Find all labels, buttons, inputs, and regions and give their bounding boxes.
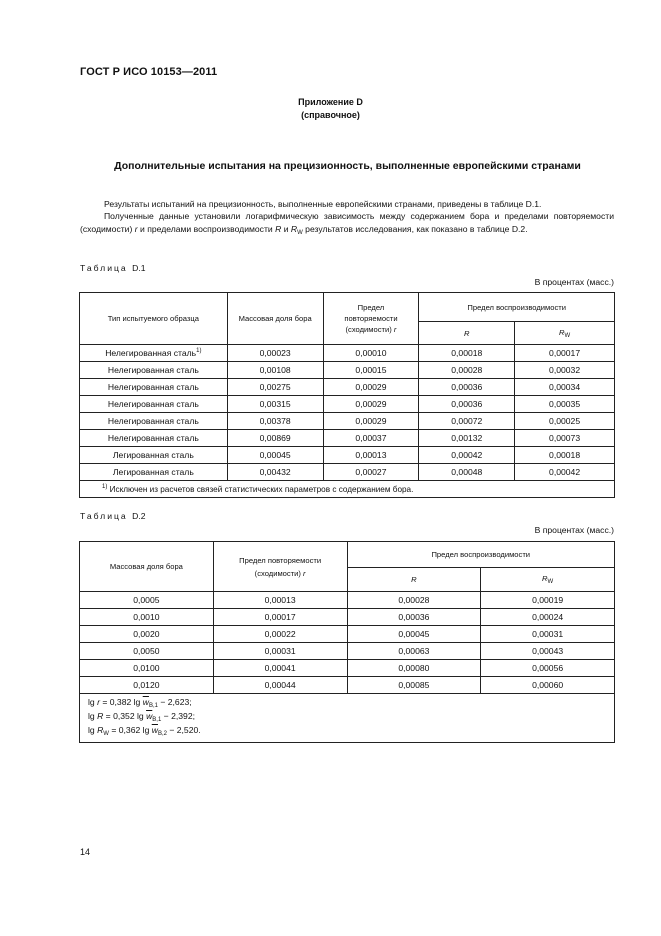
- t1-Rw-symbol: R: [559, 327, 565, 337]
- t1-cell-R: 0,00072: [419, 413, 515, 430]
- table-row: [80, 609, 615, 626]
- t1-cell-type: [80, 345, 228, 362]
- t2-cell-Rw: 0,00043: [481, 643, 615, 660]
- t2-cell-r: 0,00031: [213, 643, 347, 660]
- formula-symbol: R: [97, 725, 104, 735]
- table-row: [80, 362, 615, 379]
- formula-w: $\overline{w}$: [151, 725, 158, 735]
- t1-cell-R: 0,00018: [419, 345, 515, 362]
- t1-cell-r: 0,00029: [323, 396, 419, 413]
- t1-footnote: [80, 481, 615, 498]
- t2-header-mass-fraction: Массовая доля бора: [80, 542, 214, 592]
- t1-cell-type: [80, 379, 228, 396]
- t1-cell-Rw: 0,00073: [515, 430, 615, 447]
- t2-cell-r: 0,00013: [213, 592, 347, 609]
- t2-cell-R: 0,00036: [347, 609, 481, 626]
- t1-R-symbol: R: [464, 328, 470, 338]
- t1-cell-type-text: Легированная сталь: [112, 450, 194, 460]
- table2-caption-id: D.2: [132, 511, 146, 521]
- t1-cell-mass: 0,00045: [227, 447, 323, 464]
- table-row: [80, 447, 615, 464]
- t1-cell-mass: 0,00275: [227, 379, 323, 396]
- t2-cell-R: 0,00028: [347, 592, 481, 609]
- formula-line: [88, 711, 614, 725]
- t2-cell-r: 0,00041: [213, 660, 347, 677]
- t2-cell-mass: 0,0005: [80, 592, 214, 609]
- t1-cell-Rw: 0,00035: [515, 396, 615, 413]
- section-title: Дополнительные испытания на прецизионность, выполненные европейскими странами: [114, 160, 581, 172]
- table-row: [80, 379, 615, 396]
- symbol-Rw-sub: W: [297, 229, 303, 236]
- table-row: [80, 592, 615, 609]
- table2-caption: [80, 511, 145, 521]
- t1-cell-mass: 0,00432: [227, 464, 323, 481]
- table-row: [80, 430, 615, 447]
- t1-cell-Rw: 0,00034: [515, 379, 615, 396]
- annex-type: (справочное): [301, 110, 360, 120]
- t1-header-Rw: [515, 322, 615, 345]
- t2-cell-r: 0,00022: [213, 626, 347, 643]
- t2-cell-R: 0,00045: [347, 626, 481, 643]
- t2-cell-Rw: 0,00019: [481, 592, 615, 609]
- t1-cell-mass: 0,00315: [227, 396, 323, 413]
- t1-cell-mass: 0,00869: [227, 430, 323, 447]
- t1-cell-type: [80, 396, 228, 413]
- formula-w: $\overline{w}$: [146, 711, 153, 721]
- formula-symbol-sub: W: [103, 731, 109, 737]
- t1-header-mass-fraction: Массовая доля бора: [227, 293, 323, 345]
- t2-cell-mass: 0,0020: [80, 626, 214, 643]
- t1-cell-Rw: 0,00025: [515, 413, 615, 430]
- table-row: [80, 660, 615, 677]
- paragraph-2-text-d: результатов исследования, как показано в таблице D.2.: [302, 223, 528, 234]
- t1-cell-Rw: 0,00018: [515, 447, 615, 464]
- table-row: [80, 643, 615, 660]
- t1-cell-type-text: Нелегированная сталь: [107, 416, 199, 426]
- t1-cell-type: [80, 362, 228, 379]
- table-row: [80, 396, 615, 413]
- t1-footnote-text: Исключен из расчетов связей статистических параметров с содержанием бора.: [107, 485, 414, 494]
- page-number: 14: [80, 847, 91, 857]
- symbol-R: R: [275, 223, 282, 234]
- t2-header-reproducibility: Предел воспроизводимости: [347, 542, 614, 568]
- t1-cell-mass: 0,00108: [227, 362, 323, 379]
- formula-lhs: lg: [88, 697, 98, 707]
- t1-cell-r: 0,00027: [323, 464, 419, 481]
- paragraph-1: Результаты испытаний на прецизионность, выполненные европейскими странами, приведены в таблице D.1.: [104, 199, 542, 209]
- t1-cell-type: [80, 464, 228, 481]
- t1-cell-type-text: Нелегированная сталь: [105, 348, 197, 358]
- table-d2: [79, 541, 615, 743]
- intro-paragraphs: [80, 198, 614, 239]
- t1-cell-r: 0,00015: [323, 362, 419, 379]
- table2-caption-prefix: Таблица: [80, 511, 128, 521]
- formula-mid: = 0,382 lg: [99, 697, 143, 707]
- annex-title: Приложение D: [298, 97, 363, 107]
- t1-cell-mass: 0,00378: [227, 413, 323, 430]
- paragraph-2-text-c: и: [281, 223, 291, 234]
- t2-rep-symbol: r: [303, 568, 306, 578]
- t2-Rw-sub: W: [547, 579, 554, 585]
- t2-cell-mass: 0,0050: [80, 643, 214, 660]
- t1-rep-symbol: r: [393, 325, 397, 334]
- t1-cell-R: 0,00036: [419, 396, 515, 413]
- t2-cell-Rw: 0,00031: [481, 626, 615, 643]
- table-row: [80, 413, 615, 430]
- t1-cell-type: [80, 447, 228, 464]
- table1-caption-id: D.1: [132, 263, 146, 273]
- table1-caption: [80, 263, 145, 273]
- formula-mid: = 0,352 lg: [103, 711, 147, 721]
- t1-cell-Rw: 0,00042: [515, 464, 615, 481]
- t1-cell-mass: 0,00023: [227, 345, 323, 362]
- t2-formulas: [80, 694, 615, 743]
- t2-header-R: [347, 568, 481, 592]
- t1-cell-type-text: Нелегированная сталь: [107, 399, 199, 409]
- annex-heading: [0, 96, 661, 122]
- t1-cell-type: [80, 430, 228, 447]
- formula-lhs: lg: [88, 725, 98, 735]
- table-row: [80, 677, 615, 694]
- formula-symbol: R: [97, 711, 104, 721]
- formula-w-sub: B,1: [148, 703, 158, 709]
- t2-header-Rw: [481, 568, 615, 592]
- formula-rhs: − 2,623;: [157, 697, 192, 707]
- t1-header-sample-type: Тип испытуемого образца: [80, 293, 228, 345]
- t1-cell-r: 0,00029: [323, 379, 419, 396]
- t1-header-repeatability: [323, 293, 419, 345]
- paragraph-2: [80, 210, 614, 239]
- t2-cell-R: 0,00063: [347, 643, 481, 660]
- table1-caption-prefix: Таблица: [80, 263, 128, 273]
- formula-w-sub: B,1: [152, 717, 162, 723]
- paragraph-2-text-a: Полученные данные установили логарифмическую зависимость между содержанием бора и пределами повторяемости (сходимости): [80, 211, 614, 234]
- t1-cell-Rw: 0,00032: [515, 362, 615, 379]
- t2-cell-Rw: 0,00056: [481, 660, 615, 677]
- t1-cell-R: 0,00036: [419, 379, 515, 396]
- t2-rep-line1: Предел повторяемости: [239, 555, 322, 565]
- t2-cell-r: 0,00017: [213, 609, 347, 626]
- t2-cell-r: 0,00044: [213, 677, 347, 694]
- table1-unit: В процентах (масс.): [534, 277, 614, 287]
- formula-rhs: − 2,392;: [161, 711, 195, 721]
- table-d1: [79, 292, 615, 498]
- t1-cell-type-footnote-mark: 1): [196, 348, 202, 354]
- t2-Rw-symbol: R: [542, 574, 548, 583]
- formula-rhs: − 2,520.: [166, 725, 201, 735]
- t1-cell-type: [80, 413, 228, 430]
- t1-cell-r: 0,00013: [323, 447, 419, 464]
- t2-R-symbol: R: [411, 575, 417, 584]
- table2-unit: В процентах (масс.): [534, 525, 614, 535]
- t1-header-reproducibility: Предел воспроизводимости: [419, 293, 615, 322]
- t1-cell-Rw: 0,00017: [515, 345, 615, 362]
- t1-cell-R: 0,00132: [419, 430, 515, 447]
- formula-line: [88, 725, 614, 739]
- formula-w: $\overline{w}$: [142, 697, 149, 707]
- t1-cell-r: 0,00010: [323, 345, 419, 362]
- t1-rep-line3: (сходимости): [345, 325, 394, 334]
- t2-rep-line2: (сходимости): [254, 568, 304, 578]
- t1-cell-R: 0,00048: [419, 464, 515, 481]
- t2-cell-R: 0,00085: [347, 677, 481, 694]
- t1-cell-R: 0,00042: [419, 447, 515, 464]
- t1-footnote-mark: 1): [102, 484, 108, 490]
- paragraph-2-text-b: и пределами воспроизводимости: [137, 223, 276, 234]
- table-row: [80, 464, 615, 481]
- table-row: [80, 345, 615, 362]
- symbol-r: r: [134, 223, 138, 234]
- t2-cell-Rw: 0,00060: [481, 677, 615, 694]
- formula-line: [88, 697, 614, 711]
- symbol-Rw: R: [290, 223, 298, 234]
- t2-cell-R: 0,00080: [347, 660, 481, 677]
- t1-header-R: [419, 322, 515, 345]
- formula-w-sub: B,2: [157, 731, 167, 737]
- formula-mid: = 0,362 lg: [108, 725, 152, 735]
- t1-Rw-sub: W: [564, 332, 571, 339]
- t1-cell-r: 0,00029: [323, 413, 419, 430]
- t1-rep-line2: повторяемости: [344, 314, 398, 323]
- t2-cell-mass: 0,0120: [80, 677, 214, 694]
- table-row: [80, 626, 615, 643]
- document-code: ГОСТ Р ИСО 10153—2011: [80, 66, 218, 78]
- t2-header-repeatability: [213, 542, 347, 592]
- t1-rep-line1: Предел: [357, 303, 385, 312]
- formula-lhs: lg: [88, 711, 98, 721]
- t1-cell-R: 0,00028: [419, 362, 515, 379]
- t2-cell-Rw: 0,00024: [481, 609, 615, 626]
- t1-cell-type-text: Легированная сталь: [112, 467, 194, 477]
- t1-cell-type-text: Нелегированная сталь: [107, 433, 199, 443]
- t1-cell-r: 0,00037: [323, 430, 419, 447]
- t1-cell-type-text: Нелегированная сталь: [107, 365, 199, 375]
- formula-symbol: r: [97, 697, 100, 707]
- t1-cell-type-text: Нелегированная сталь: [107, 382, 199, 392]
- t2-cell-mass: 0,0100: [80, 660, 214, 677]
- t2-cell-mass: 0,0010: [80, 609, 214, 626]
